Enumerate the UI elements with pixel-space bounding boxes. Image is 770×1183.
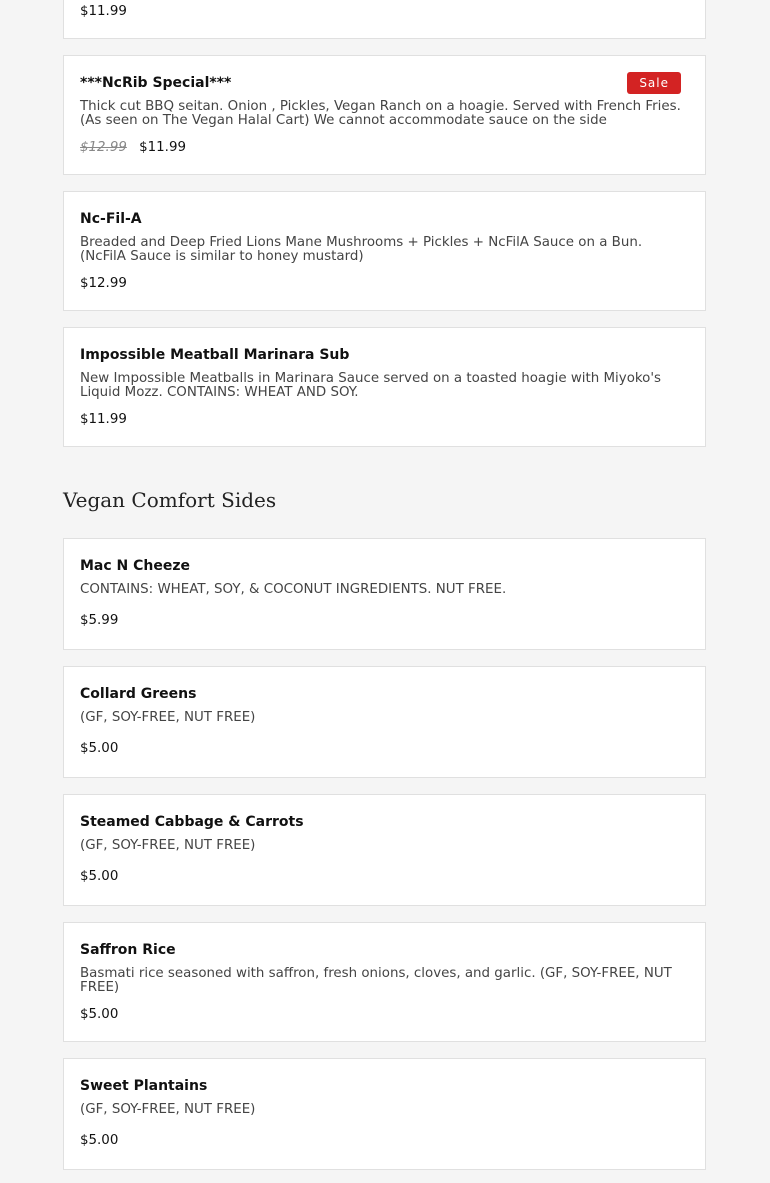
item-name: Saffron Rice xyxy=(80,942,176,958)
item-price-row xyxy=(80,139,689,157)
menu-item-card[interactable] xyxy=(63,1058,706,1170)
menu-item-card[interactable] xyxy=(63,922,706,1042)
item-description: Basmati rice seasoned with saffron, fresh onions, cloves, and garlic. (GF, SOY-FREE, NUT FREE) xyxy=(80,966,672,995)
menu-item-card[interactable] xyxy=(63,55,706,175)
item-price-row xyxy=(80,3,127,21)
item-name: Sweet Plantains xyxy=(80,1078,208,1094)
item-description: New Impossible Meatballs in Marinara Sauce served on a toasted hoagie with Miyoko's Liquid Mozz. CONTAINS: WHEAT AND SOY. xyxy=(80,371,662,400)
menu-item-card[interactable] xyxy=(63,666,706,778)
item-name: Steamed Cabbage & Carrots xyxy=(80,814,304,830)
item-description: CONTAINS: WHEAT, SOY, & COCONUT INGREDIENTS. NUT FREE. xyxy=(80,582,507,597)
item-price: $11.99 xyxy=(80,4,127,19)
item-price: $11.99 xyxy=(80,412,127,427)
item-price: $5.00 xyxy=(80,1133,119,1148)
item-name: Nc-Fil-A xyxy=(80,211,142,227)
item-name: ***NcRib Special*** xyxy=(80,75,232,91)
item-price: $11.99 xyxy=(139,140,186,155)
menu-item-card[interactable] xyxy=(63,191,706,311)
sale-badge: Sale xyxy=(627,72,681,94)
menu-item-card[interactable] xyxy=(63,327,706,447)
menu-item-card[interactable] xyxy=(63,794,706,906)
item-name: Impossible Meatball Marinara Sub xyxy=(80,347,350,363)
item-price: $12.99 xyxy=(80,276,127,291)
item-price: $5.00 xyxy=(80,741,119,756)
item-price: $5.99 xyxy=(80,613,119,628)
section-title: Vegan Comfort Sides xyxy=(63,488,277,512)
item-description: Thick cut BBQ seitan. Onion , Pickles, Vegan Ranch on a hoagie. Served with French Fries. (As seen on The Vegan Halal Cart) We cannot accommodate sauce on the side xyxy=(80,99,681,128)
menu-item-card[interactable] xyxy=(63,0,706,39)
item-description: (GF, SOY-FREE, NUT FREE) xyxy=(80,710,256,725)
item-description: Breaded and Deep Fried Lions Mane Mushrooms + Pickles + NcFilA Sauce on a Bun. (NcFilA Sauce is similar to honey mustard) xyxy=(80,235,643,264)
item-description: (GF, SOY-FREE, NUT FREE) xyxy=(80,1102,256,1117)
item-price: $5.00 xyxy=(80,869,119,884)
item-original-price: $12.99 xyxy=(80,140,127,155)
item-name: Collard Greens xyxy=(80,686,197,702)
menu-item-card[interactable] xyxy=(63,538,706,650)
item-price: $5.00 xyxy=(80,1007,119,1022)
item-description: (GF, SOY-FREE, NUT FREE) xyxy=(80,838,256,853)
item-name: Mac N Cheeze xyxy=(80,558,191,574)
